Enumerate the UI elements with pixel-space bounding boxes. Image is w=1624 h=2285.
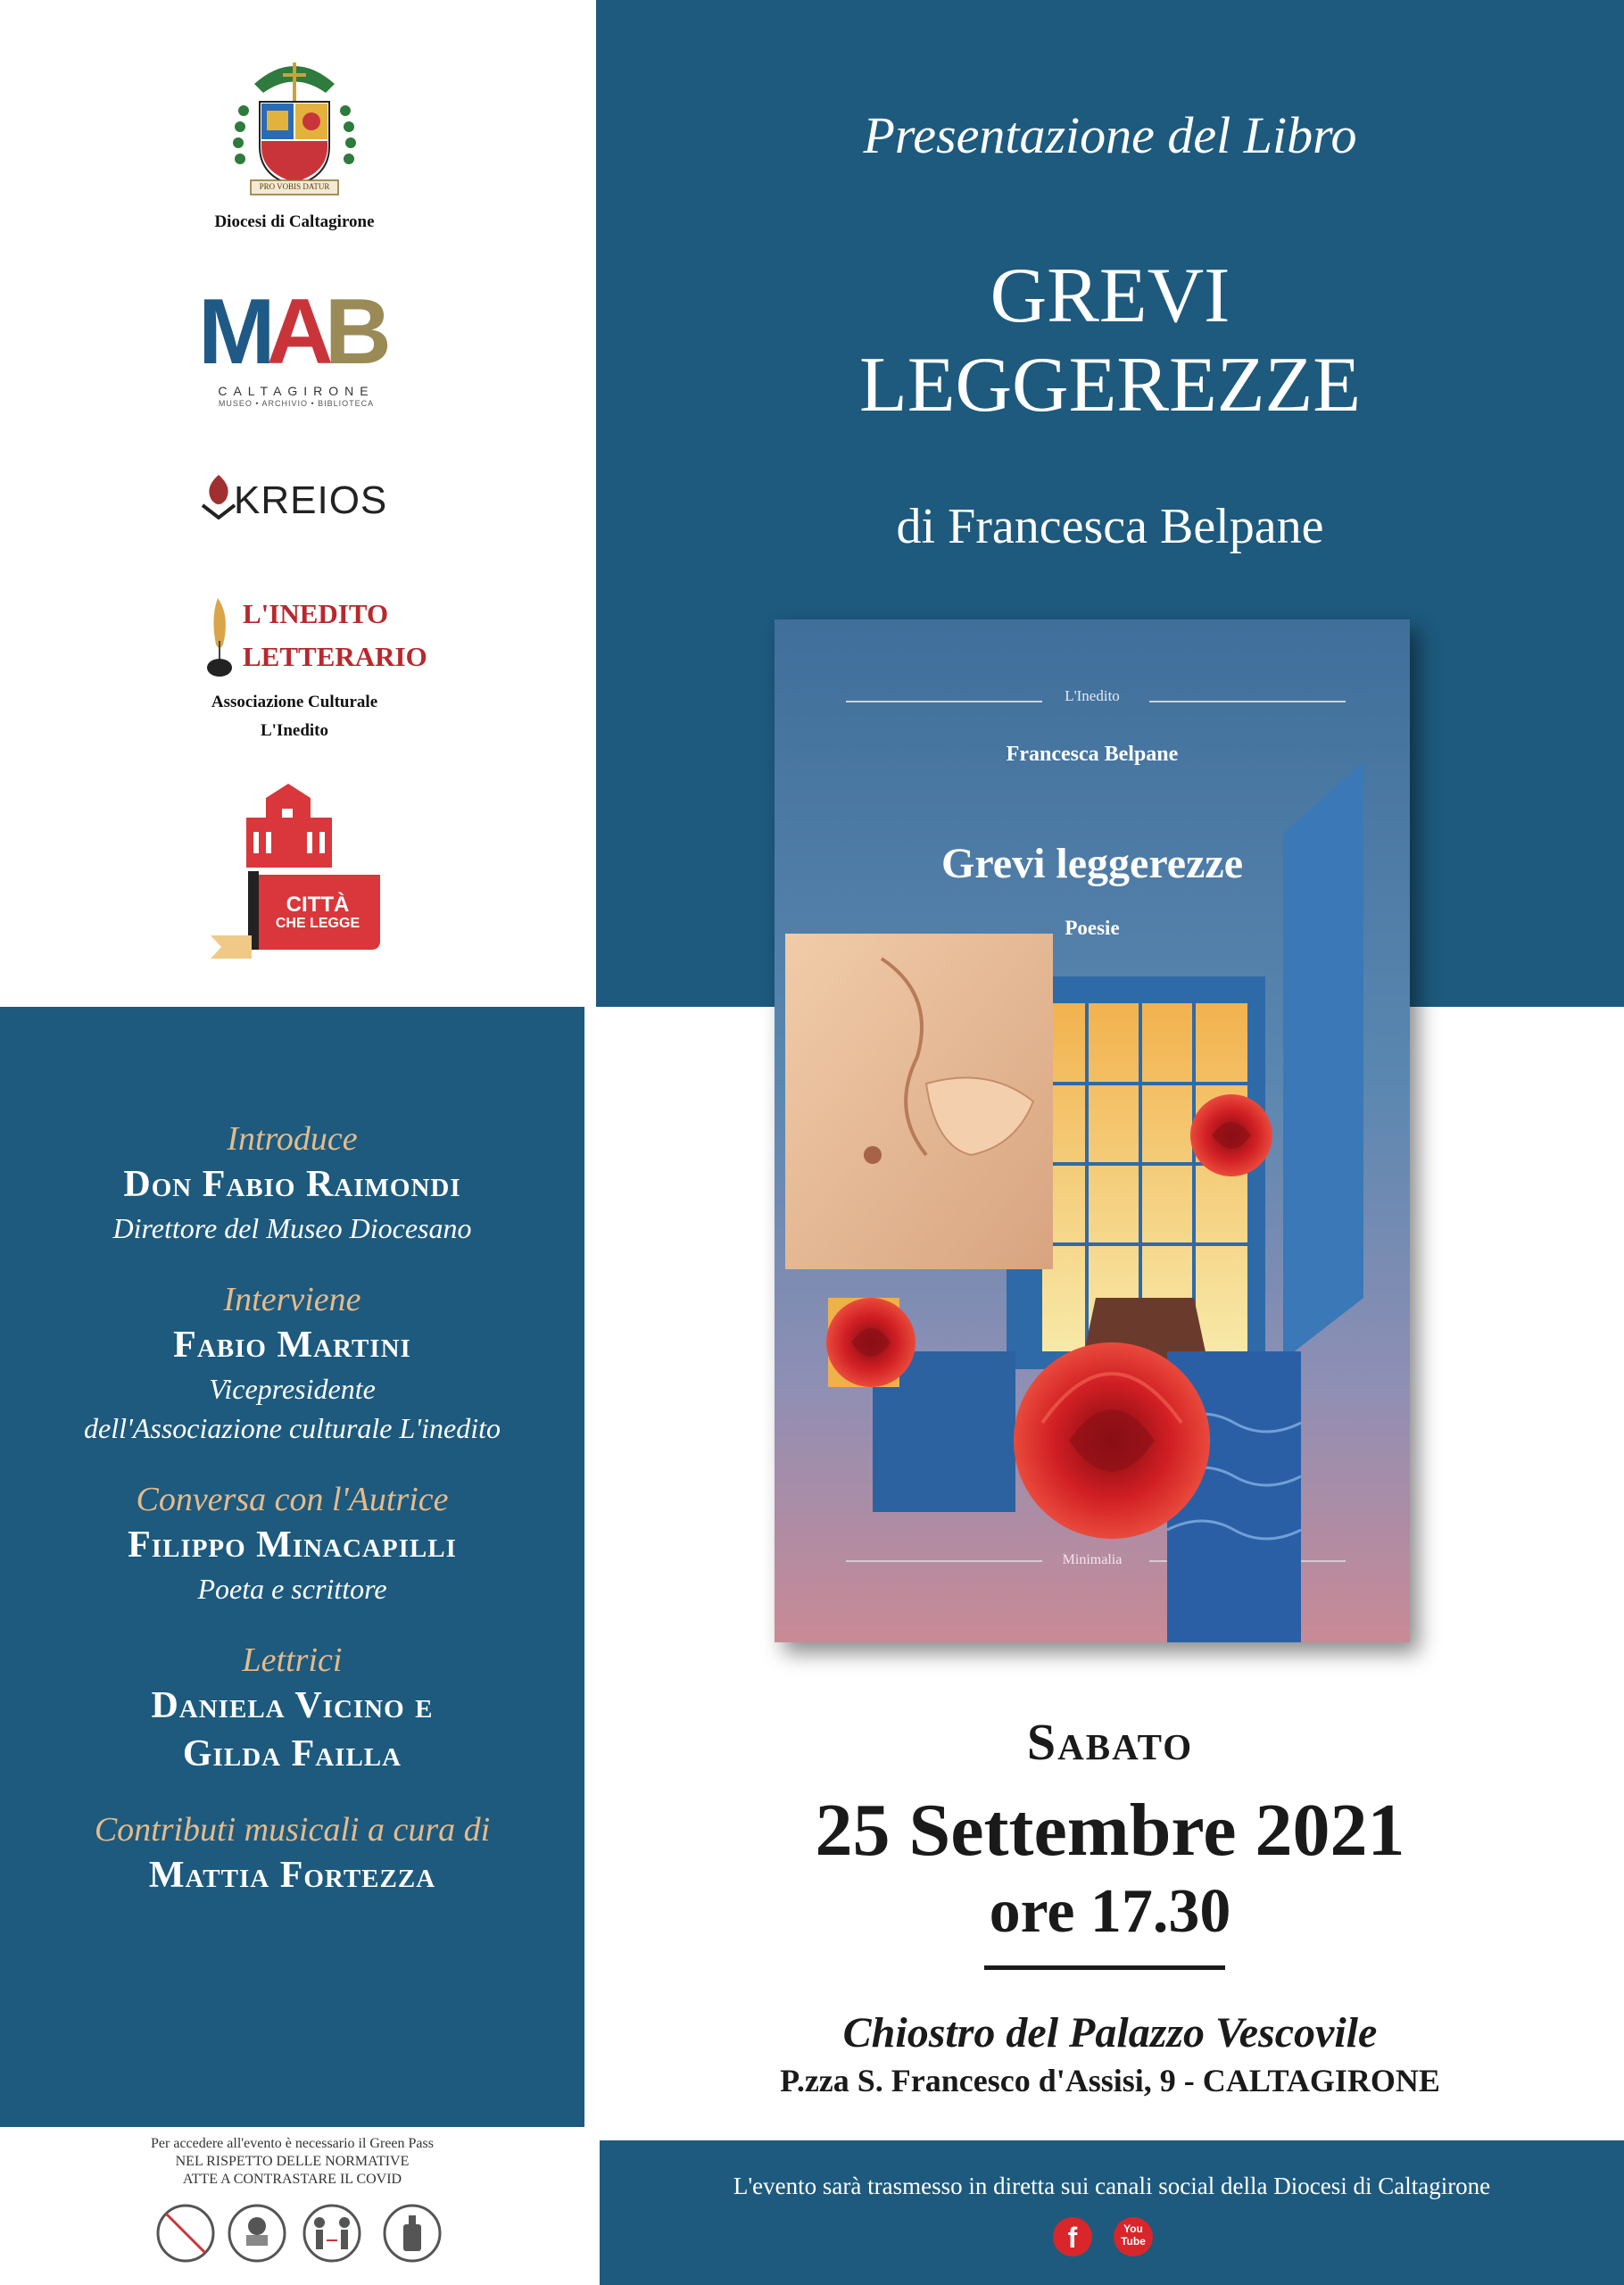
covid-distance-icon [304,2206,360,2261]
event-venue: Chiostro del Palazzo Vescovile [842,2009,1378,2056]
youtube-icon-line2: Tube [1121,2235,1146,2248]
program-item-name: Mattia Fortezza [148,1855,436,1896]
cover-imprint: Minimalia [1062,1552,1123,1567]
program-item-kicker: Interviene [223,1281,361,1318]
diocesi-caption: Diocesi di Caltagirone [214,212,375,231]
cover-series: L'Inedito [1065,687,1120,704]
cover-title: Grevi leggerezze [940,840,1243,887]
title-line-2: LEGGEREZZE [858,342,1362,428]
program-item-role: Direttore del Museo Diocesano [112,1212,472,1244]
event-title [596,252,1624,430]
program-item [0,1478,584,1608]
cover-genre: Poesie [1065,917,1120,939]
broadcast-banner [600,2140,1624,2285]
mab-letter-b: B [324,280,383,384]
mab-subtitle: MUSEO • ARCHIVIO • BIBLIOTECA [218,399,375,408]
book-cover-artwork [775,619,1410,1642]
quill-inkwell-icon [203,596,234,678]
kreios-wordmark: KREIOS [234,478,388,522]
program-item-role: dell'Associazione culturale L'inedito [84,1412,501,1444]
presentation-kicker: Presentazione del Libro [863,106,1357,164]
program-item [0,1639,584,1778]
covid-notice-line-2: NEL RISPETTO DELLE NORMATIVE [175,2154,410,2169]
program-item-name: Gilda Failla [182,1733,402,1774]
covid-pictograms [153,2201,448,2265]
mab-city: CALTAGIRONE [218,384,375,398]
program-item [0,1118,584,1248]
event-day: Sabato [1026,1713,1194,1771]
program-item-kicker: Contributi musicali a cura di [94,1811,491,1849]
program-item-name: Fabio Martini [173,1325,411,1366]
inedito-caption-1: Associazione Culturale [211,693,378,711]
author-line: di Francesca Belpane [896,499,1324,554]
program-item-kicker: Introduce [227,1120,358,1158]
program-item [0,1278,584,1448]
citta-che-legge-logo [211,782,380,960]
youtube-icon-line1: You [1123,2223,1143,2235]
program-item-kicker: Conversa con l'Autrice [136,1481,449,1518]
youtube-icon[interactable] [1114,2217,1153,2256]
program-item-name: Daniela Vicino e [151,1685,434,1726]
inedito-caption-2: L'Inedito [260,721,329,740]
event-date: 25 Settembre 2021 [815,1789,1405,1872]
program-item-name: Filippo Minacapilli [128,1525,457,1566]
program-item-name: Don Fabio Raimondi [123,1164,461,1205]
program-item-kicker: Lettrici [242,1641,343,1679]
program-list [0,1118,584,1930]
inedito-line-1: L'INEDITO [243,598,389,629]
covid-notice-line-3: ATTE A CONTRASTARE IL COVID [182,2172,402,2187]
cover-author: Francesca Belpane [1006,743,1179,766]
mab-letter-a: A [266,280,325,384]
program-item-role: Poeta e scrittore [197,1573,387,1605]
program-item-role: Vicepresidente [209,1373,376,1405]
event-address: P.zza S. Francesco d'Assisi, 9 - CALTAGIRONE [780,2063,1440,2098]
book-cover [775,619,1410,1642]
program-item [0,1808,584,1899]
facebook-icon[interactable]: f [1053,2217,1092,2256]
covid-notice-line-1: Per accedere all'evento è necessario il Green Pass [151,2136,434,2151]
citta-line-2: CHE LEGGE [275,916,360,931]
event-time: ore 17.30 [989,1877,1231,1946]
mab-letters [198,280,383,384]
covid-notice [0,2135,584,2189]
inedito-line-2: LETTERARIO [243,641,427,672]
citta-line-1: CITTÀ [286,893,350,917]
date-divider [984,1965,1225,1970]
diocesi-motto: PRO VOBIS DATUR [259,182,330,191]
kreios-icon [201,473,236,519]
diocesi-coat-of-arms [228,57,361,200]
mab-letter-m: M [198,280,267,384]
title-line-1: GREVI [990,253,1230,339]
broadcast-text: L'evento sarà trasmesso in diretta sui canali social della Diocesi di Caltagirone [733,2173,1491,2199]
mab-logo [198,280,394,402]
